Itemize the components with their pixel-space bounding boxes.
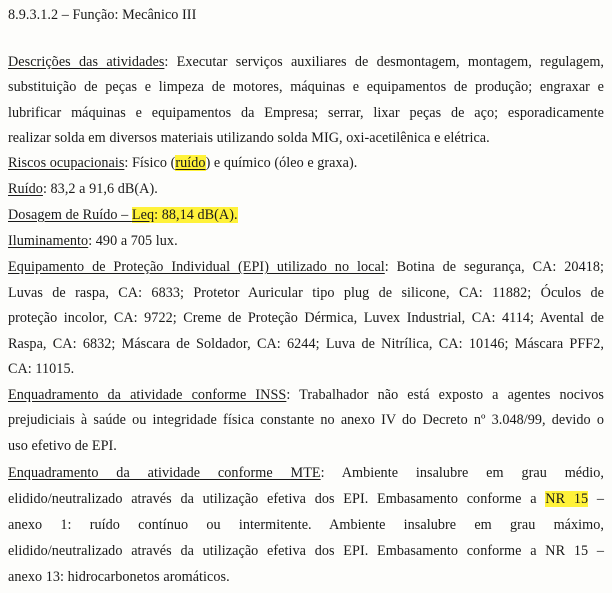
inss-line-3: uso efetivo de EPI. <box>8 438 117 454</box>
inss-text-1: : Trabalhador não está exposto a agentes nocivos <box>286 387 605 403</box>
epi-line-2: Luvas de raspa, CA: 6833; Protetor Auricular tipo plug de silicone, CA: 11882; Óculos de <box>8 285 604 301</box>
mte-label: Enquadramento da atividade conforme MTE <box>8 465 321 481</box>
riscos-before: : Físico ( <box>124 155 176 171</box>
iluminamento-value: : 490 a 705 lux. <box>88 233 178 249</box>
riscos-after: ) e químico (óleo e graxa). <box>205 155 358 171</box>
descricao-label: Descrições das atividades <box>8 54 165 70</box>
ruido-label: Ruído <box>8 181 43 197</box>
mte-text-2-after: – <box>588 491 604 507</box>
section-title: 8.9.3.1.2 – Função: Mecânico III <box>8 7 197 23</box>
mte-text-2-before: elidido/neutralizado através da utilização efetiva dos EPI. Embasamento conforme a <box>8 491 546 507</box>
iluminamento-label: Iluminamento <box>8 233 89 249</box>
riscos-label: Riscos ocupacionais <box>8 155 125 171</box>
dosagem-line <box>8 206 238 224</box>
mte-text-1: : Ambiente insalubre em grau médio, <box>320 465 604 481</box>
descricao-line-3: lubrificar máquinas e equipamentos da Empresa; serrar, lixar peças de aço; esporadicamente <box>8 105 604 121</box>
riscos-line <box>8 154 357 172</box>
descricao-text-1: : Executar serviços auxiliares de desmontagem, montagem, regulagem, <box>164 54 605 70</box>
epi-label: Equipamento de Proteção Individual (EPI) utilizado no local <box>8 259 385 275</box>
dosagem-value: : 88,14 dB(A). <box>154 207 238 223</box>
dosagem-leq: Leq <box>131 207 155 223</box>
riscos-highlight: ruído <box>175 155 206 171</box>
inss-line-1 <box>8 386 604 404</box>
mte-line-3: anexo 1: ruído contínuo ou intermitente. Ambiente insalubre em grau máximo, <box>8 517 604 533</box>
descricao-line-4: realizar solda em diversos materiais utilizando solda MIG, oxi-acetilênica e elétrica. <box>8 130 490 146</box>
epi-text-1: : Botina de segurança, CA: 20418; <box>384 259 604 275</box>
mte-line-5: anexo 13: hidrocarbonetos aromáticos. <box>8 569 230 585</box>
epi-line-1 <box>8 258 604 276</box>
epi-line-3: proteção incolor, CA: 9722; Creme de Proteção Dérmica, Luvex Industrial, CA: 4114; Avental de <box>8 310 604 326</box>
iluminamento-line <box>8 232 178 250</box>
ruido-line <box>8 180 158 198</box>
epi-line-4: Raspa, CA: 6832; Máscara de Soldador, CA: 6244; Luva de Nitrílica, CA: 10146; Máscara PFF2, <box>8 336 604 352</box>
mte-line-1 <box>8 464 604 482</box>
ruido-value: : 83,2 a 91,6 dB(A). <box>42 181 158 197</box>
descricao-line-2: substituição de peças e limpeza de motores, máquinas e equipamentos de produção; engraxar e <box>8 79 604 95</box>
mte-line-4: elidido/neutralizado através da utilização efetiva dos EPI. Embasamento conforme a NR 15 – <box>8 543 604 559</box>
inss-label: Enquadramento da atividade conforme INSS <box>8 387 287 403</box>
mte-line-2 <box>8 490 604 508</box>
dosagem-label: Dosagem de Ruído – <box>8 207 132 223</box>
epi-line-5: CA: 11015. <box>8 361 75 377</box>
inss-line-2: prejudiciais à saúde ou integridade física constante no anexo IV do Decreto nº 3.048/99, devido o <box>8 412 604 428</box>
descricao-line-1 <box>8 53 604 71</box>
mte-nr15-highlight: NR 15 <box>545 491 589 507</box>
